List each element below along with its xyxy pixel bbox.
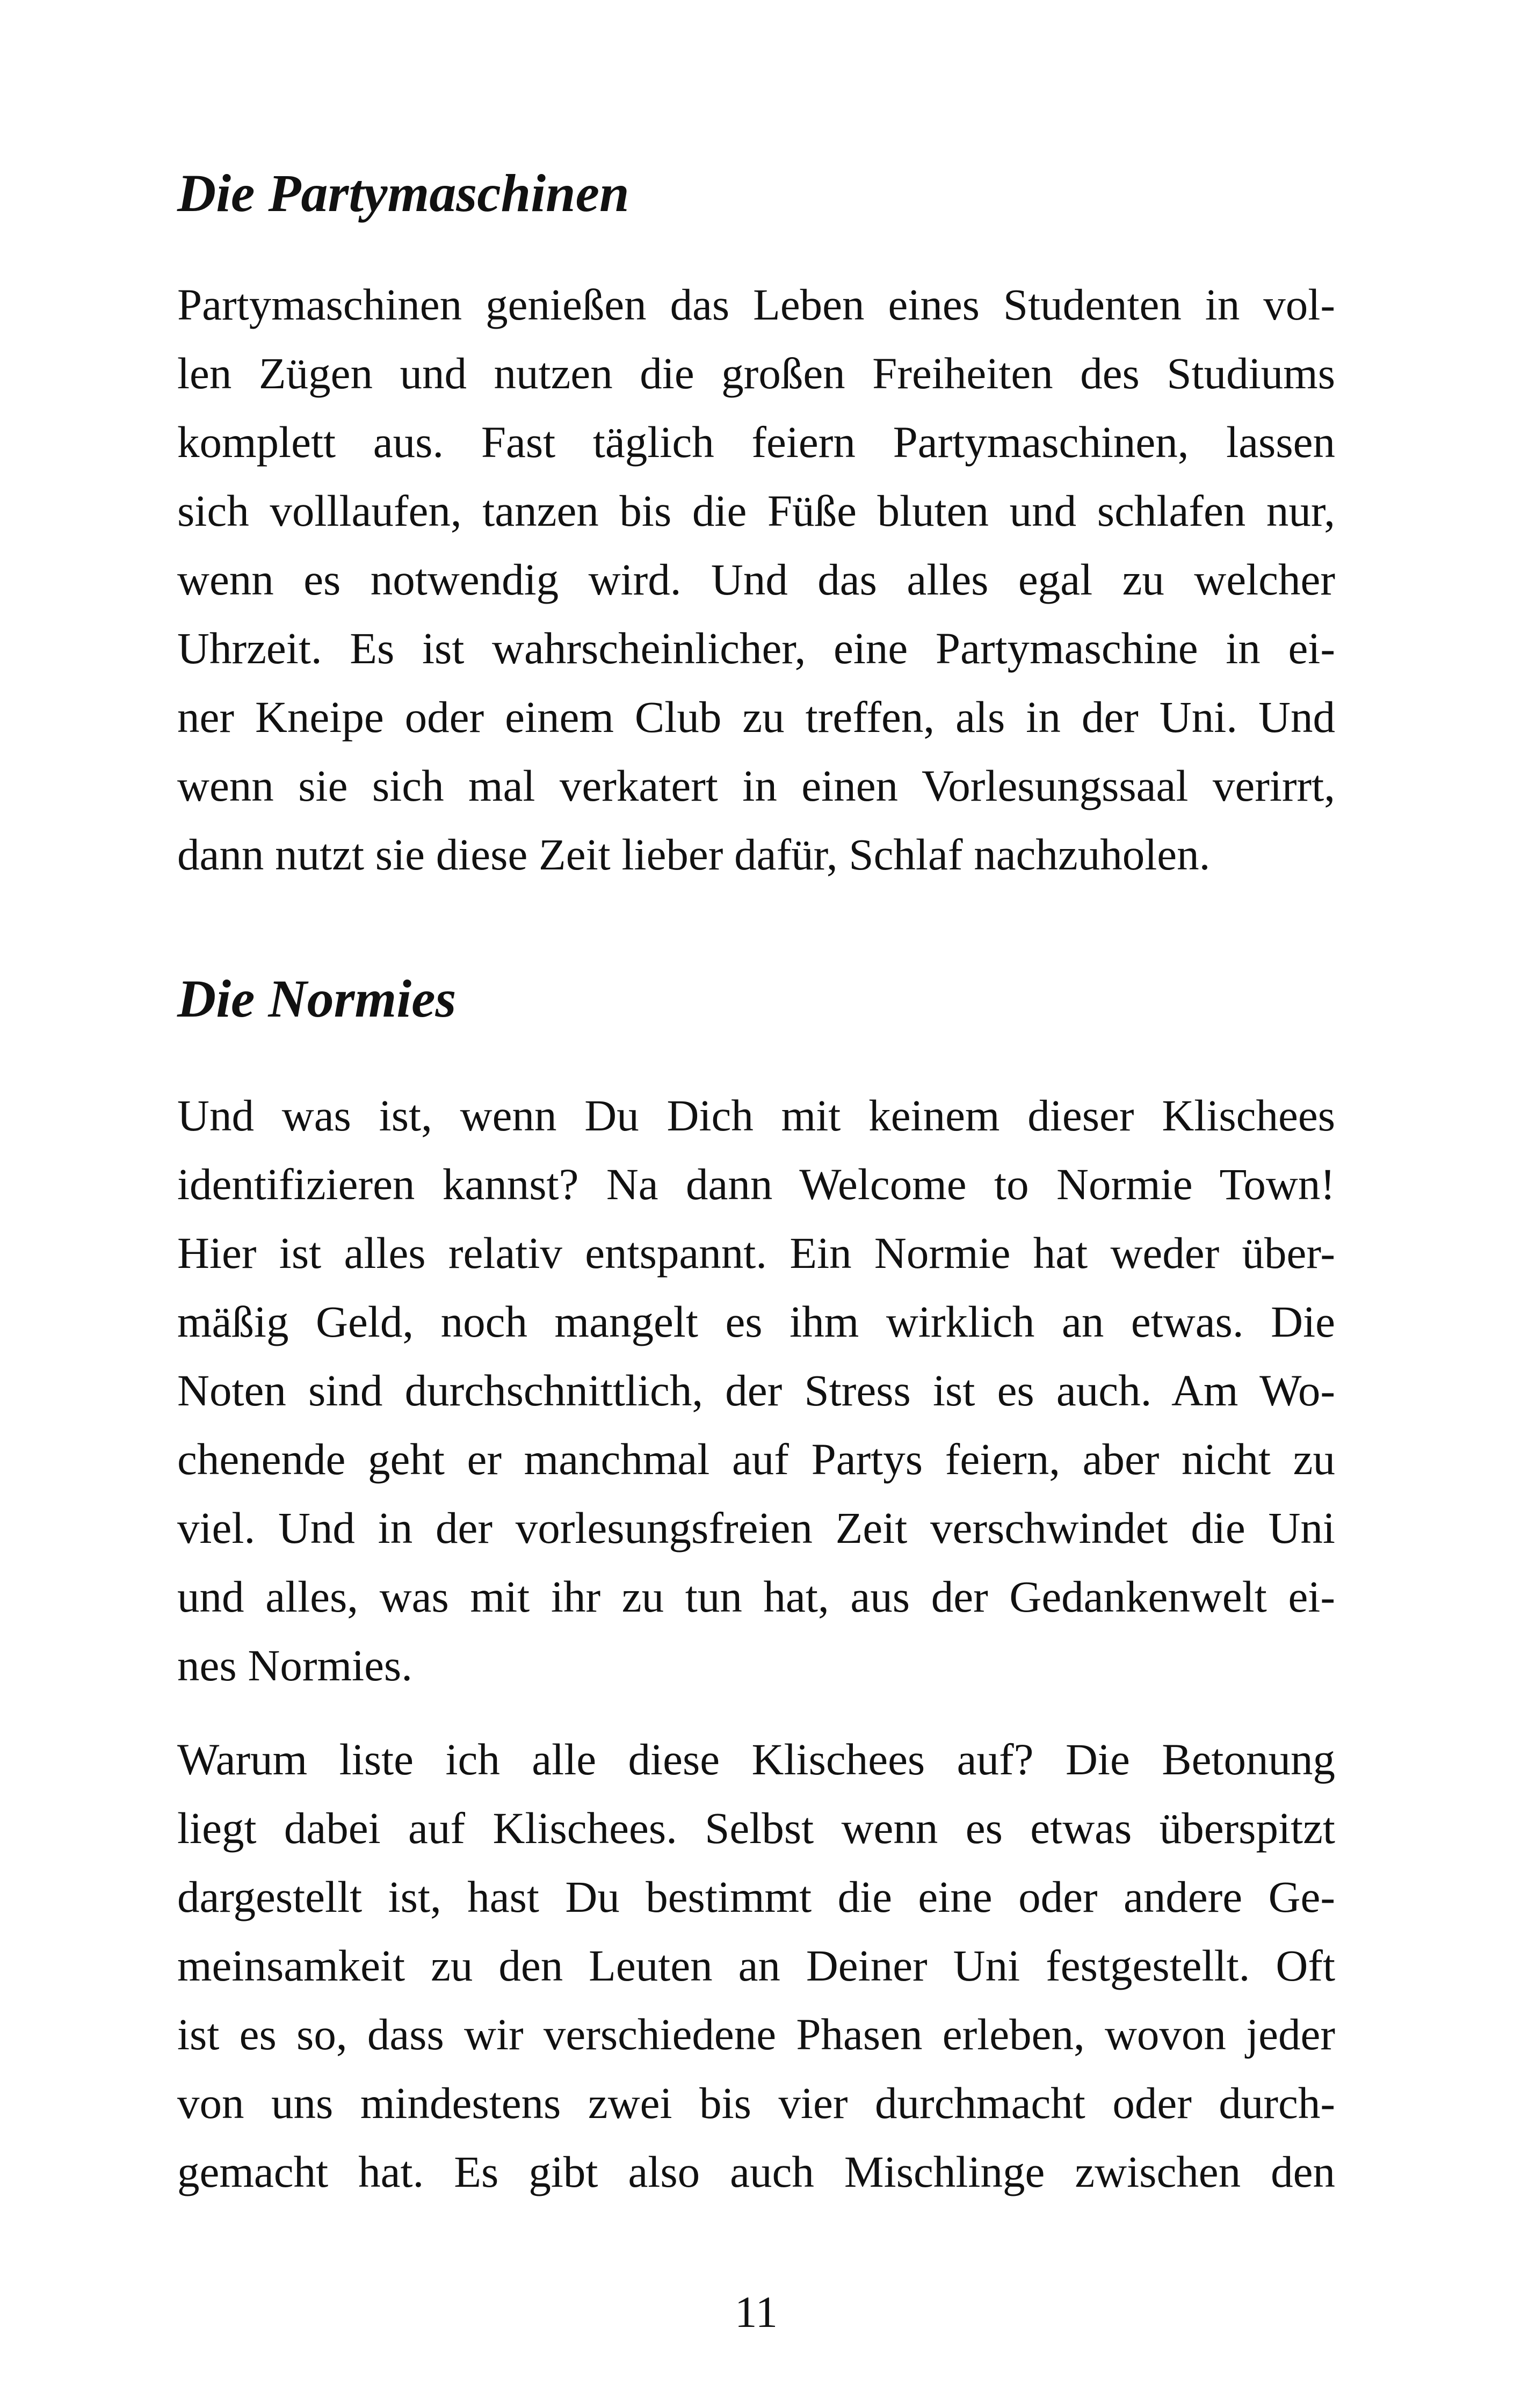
- text-line: wenn es notwendig wird. Und das alles egal zu welcher: [177, 555, 1335, 604]
- text-line: nes Normies.: [177, 1641, 412, 1690]
- text-line: komplett aus. Fast täglich feiern Partymaschinen, lassen: [177, 417, 1335, 467]
- text-line: ner Kneipe oder einem Club zu treffen, als in der Uni. Und: [177, 692, 1335, 742]
- text-line: Uhrzeit. Es ist wahrscheinlicher, eine Partymaschine in ei-: [177, 623, 1335, 673]
- text-line: sich volllaufen, tanzen bis die Füße bluten und schlafen nur,: [177, 486, 1335, 535]
- paragraph-normies: [177, 1081, 1335, 1700]
- text-line: und alles, was mit ihr zu tun hat, aus der Gedankenwelt ei-: [177, 1572, 1335, 1621]
- text-line: viel. Und in der vorlesungsfreien Zeit verschwindet die Uni: [177, 1503, 1335, 1553]
- text-line: von uns mindestens zwei bis vier durchmacht oder durch-: [177, 2078, 1335, 2128]
- page-number: 11: [735, 2287, 778, 2337]
- text-line: Warum liste ich alle diese Klischees auf? Die Betonung: [177, 1735, 1335, 1784]
- text-line: ist es so, dass wir verschiedene Phasen erleben, wovon jeder: [177, 2010, 1335, 2059]
- text-line: dargestellt ist, hast Du bestimmt die eine oder andere Ge-: [177, 1872, 1335, 1921]
- text-line: mäßig Geld, noch mangelt es ihm wirklich an etwas. Die: [177, 1297, 1335, 1346]
- text-line: Hier ist alles relativ entspannt. Ein Normie hat weder über-: [177, 1228, 1335, 1278]
- text-line: chenende geht er manchmal auf Partys feiern, aber nicht zu: [177, 1434, 1335, 1484]
- section-heading-normies: Die Normies: [177, 969, 457, 1028]
- text-line: Und was ist, wenn Du Dich mit keinem dieser Klischees: [177, 1091, 1335, 1140]
- paragraph-klischees: [177, 1725, 1335, 2206]
- text-line: Partymaschinen genießen das Leben eines Studenten in vol-: [177, 280, 1335, 329]
- text-line: Noten sind durchschnittlich, der Stress ist es auch. Am Wo-: [177, 1366, 1335, 1415]
- text-line: wenn sie sich mal verkatert in einen Vorlesungssaal verirrt,: [177, 761, 1335, 810]
- text-line: liegt dabei auf Klischees. Selbst wenn es etwas überspitzt: [177, 1803, 1335, 1853]
- text-line: identifizieren kannst? Na dann Welcome to Normie Town!: [177, 1159, 1335, 1209]
- section-heading-partymaschinen: Die Partymaschinen: [177, 163, 629, 223]
- text-line: meinsamkeit zu den Leuten an Deiner Uni festgestellt. Oft: [177, 1941, 1335, 1990]
- book-page: [177, 0, 1335, 2408]
- text-line: len Zügen und nutzen die großen Freiheiten des Studiums: [177, 349, 1335, 398]
- text-line: dann nutzt sie diese Zeit lieber dafür, Schlaf nachzuholen.: [177, 830, 1211, 879]
- paragraph-partymaschinen: [177, 270, 1335, 889]
- text-line: gemacht hat. Es gibt also auch Mischlinge zwischen den: [177, 2147, 1335, 2196]
